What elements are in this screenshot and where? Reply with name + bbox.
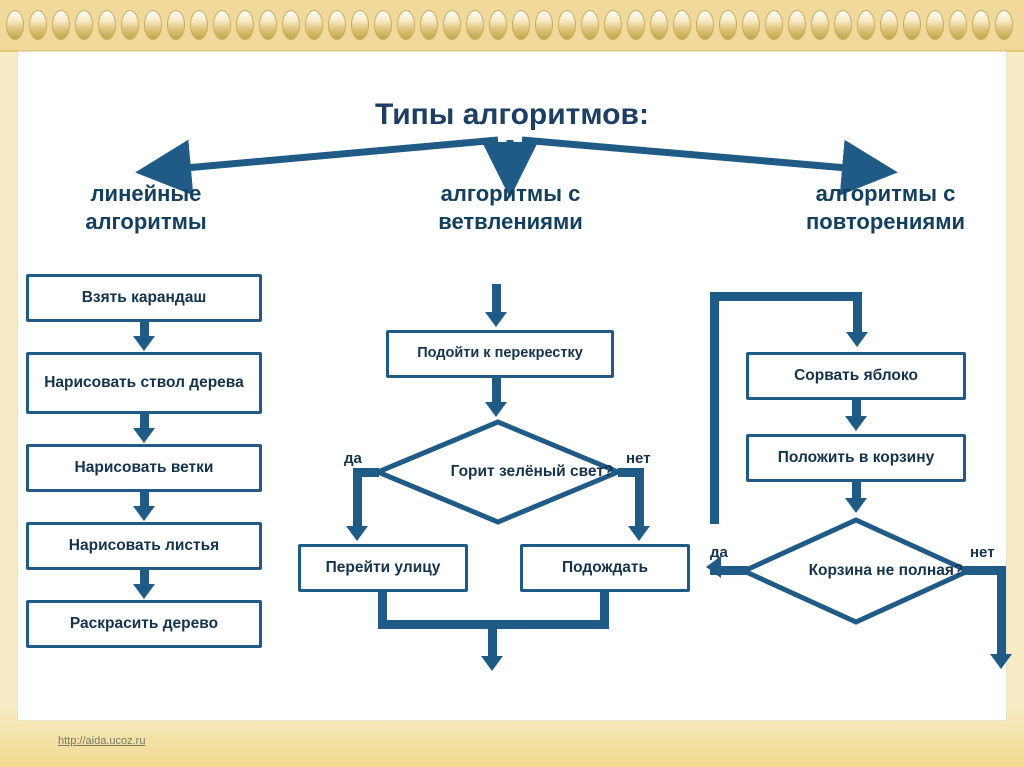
column-heading-branching <box>368 180 653 235</box>
binding-ring <box>926 10 944 40</box>
column-heading-loop-line1: алгоритмы с <box>815 181 956 206</box>
binding-ring <box>512 10 530 40</box>
binding-ring <box>98 10 116 40</box>
column-heading-loop-line2: повторениями <box>805 208 965 234</box>
loop-no-label: нет <box>970 544 995 561</box>
branch-to-condition-arrow-icon <box>485 402 507 417</box>
column-heading-linear-line1: линейные <box>90 181 202 206</box>
binding-ring <box>972 10 990 40</box>
branch-no-label: нет <box>626 450 651 467</box>
binding-ring <box>351 10 369 40</box>
binding-ring <box>420 10 438 40</box>
binding-ring <box>880 10 898 40</box>
binding-ring <box>581 10 599 40</box>
loop-back-top-hline <box>710 292 862 301</box>
binding-ring <box>29 10 47 40</box>
binding-ring <box>742 10 760 40</box>
linear-step-2: Нарисовать ствол дерева <box>26 352 262 414</box>
binding-ring <box>167 10 185 40</box>
binding-ring <box>857 10 875 40</box>
branch-yes-vline <box>353 468 362 528</box>
branch-no-vline <box>635 468 644 528</box>
binding-ring <box>765 10 783 40</box>
linear-step-1: Взять карандаш <box>26 274 262 322</box>
loop-arrow-2-icon <box>845 498 867 513</box>
linear-step-5: Раскрасить дерево <box>26 600 262 648</box>
binding-ring <box>190 10 208 40</box>
binding-ring <box>811 10 829 40</box>
slide-canvas <box>18 52 1006 720</box>
loop-yes-label: да <box>710 544 728 561</box>
column-heading-branching-line1: алгоритмы с <box>440 181 581 206</box>
branch-entry-arrow-icon <box>485 312 507 327</box>
column-heading-linear <box>26 180 266 235</box>
binding-ring <box>535 10 553 40</box>
branch-yes-arrow-icon <box>346 526 368 541</box>
loop-back-left-vline <box>710 292 719 524</box>
linear-arrow-1-icon <box>133 336 155 351</box>
linear-step-4: Нарисовать листья <box>26 522 262 570</box>
binding-ring <box>6 10 24 40</box>
binding-ring <box>443 10 461 40</box>
binding-ring <box>627 10 645 40</box>
binding-ring <box>466 10 484 40</box>
loop-no-vline <box>997 566 1006 656</box>
binding-ring <box>144 10 162 40</box>
loop-entry-arrow-icon <box>846 332 868 347</box>
branch-yes-step: Перейти улицу <box>298 544 468 592</box>
linear-arrow-3-icon <box>133 506 155 521</box>
loop-condition <box>740 516 972 626</box>
branch-condition <box>374 418 622 526</box>
binding-ring <box>75 10 93 40</box>
column-heading-loop <box>763 180 1008 235</box>
binding-ring <box>374 10 392 40</box>
binding-ring <box>282 10 300 40</box>
branch-condition-label: Горит зелёный свет? <box>450 462 614 480</box>
spiral-binding <box>0 0 1024 52</box>
column-heading-linear-line2: алгоритмы <box>85 208 207 234</box>
binding-ring <box>328 10 346 40</box>
branch-no-arrow-icon <box>628 526 650 541</box>
binding-ring <box>52 10 70 40</box>
branch-entry-connector <box>492 284 501 314</box>
binding-ring <box>949 10 967 40</box>
loop-condition-label: Корзина не полная? <box>808 561 964 579</box>
loop-step-2: Положить в корзину <box>746 434 966 482</box>
loop-step-1: Сорвать яблоко <box>746 352 966 400</box>
binding-ring <box>696 10 714 40</box>
binding-ring <box>604 10 622 40</box>
branch-no-step: Подождать <box>520 544 690 592</box>
loop-no-arrow-icon <box>990 654 1012 669</box>
linear-arrow-4-icon <box>133 584 155 599</box>
branch-yes-label: да <box>344 450 362 467</box>
loop-entry-vline <box>853 292 862 334</box>
binding-ring <box>305 10 323 40</box>
binding-ring <box>213 10 231 40</box>
footer-link[interactable]: http://aida.ucoz.ru <box>58 735 146 747</box>
binding-ring <box>673 10 691 40</box>
column-heading-branching-line2: ветвлениями <box>438 208 583 234</box>
page-title: Типы алгоритмов: <box>375 98 649 131</box>
binding-ring <box>236 10 254 40</box>
binding-ring <box>650 10 668 40</box>
binding-ring <box>788 10 806 40</box>
branch-start-step: Подойти к перекрестку <box>386 330 614 378</box>
binding-ring <box>558 10 576 40</box>
branch-to-condition-connector <box>492 378 501 404</box>
loop-yes-arrow-icon <box>706 556 721 578</box>
linear-step-3: Нарисовать ветки <box>26 444 262 492</box>
binding-ring <box>259 10 277 40</box>
binding-ring <box>903 10 921 40</box>
binding-ring <box>489 10 507 40</box>
binding-ring <box>397 10 415 40</box>
loop-arrow-1-icon <box>845 416 867 431</box>
binding-ring <box>834 10 852 40</box>
linear-arrow-2-icon <box>133 428 155 443</box>
branch-merge-exit-vline <box>488 620 497 658</box>
binding-ring <box>719 10 737 40</box>
branch-merge-exit-arrow-icon <box>481 656 503 671</box>
binding-ring <box>995 10 1013 40</box>
binding-ring <box>121 10 139 40</box>
